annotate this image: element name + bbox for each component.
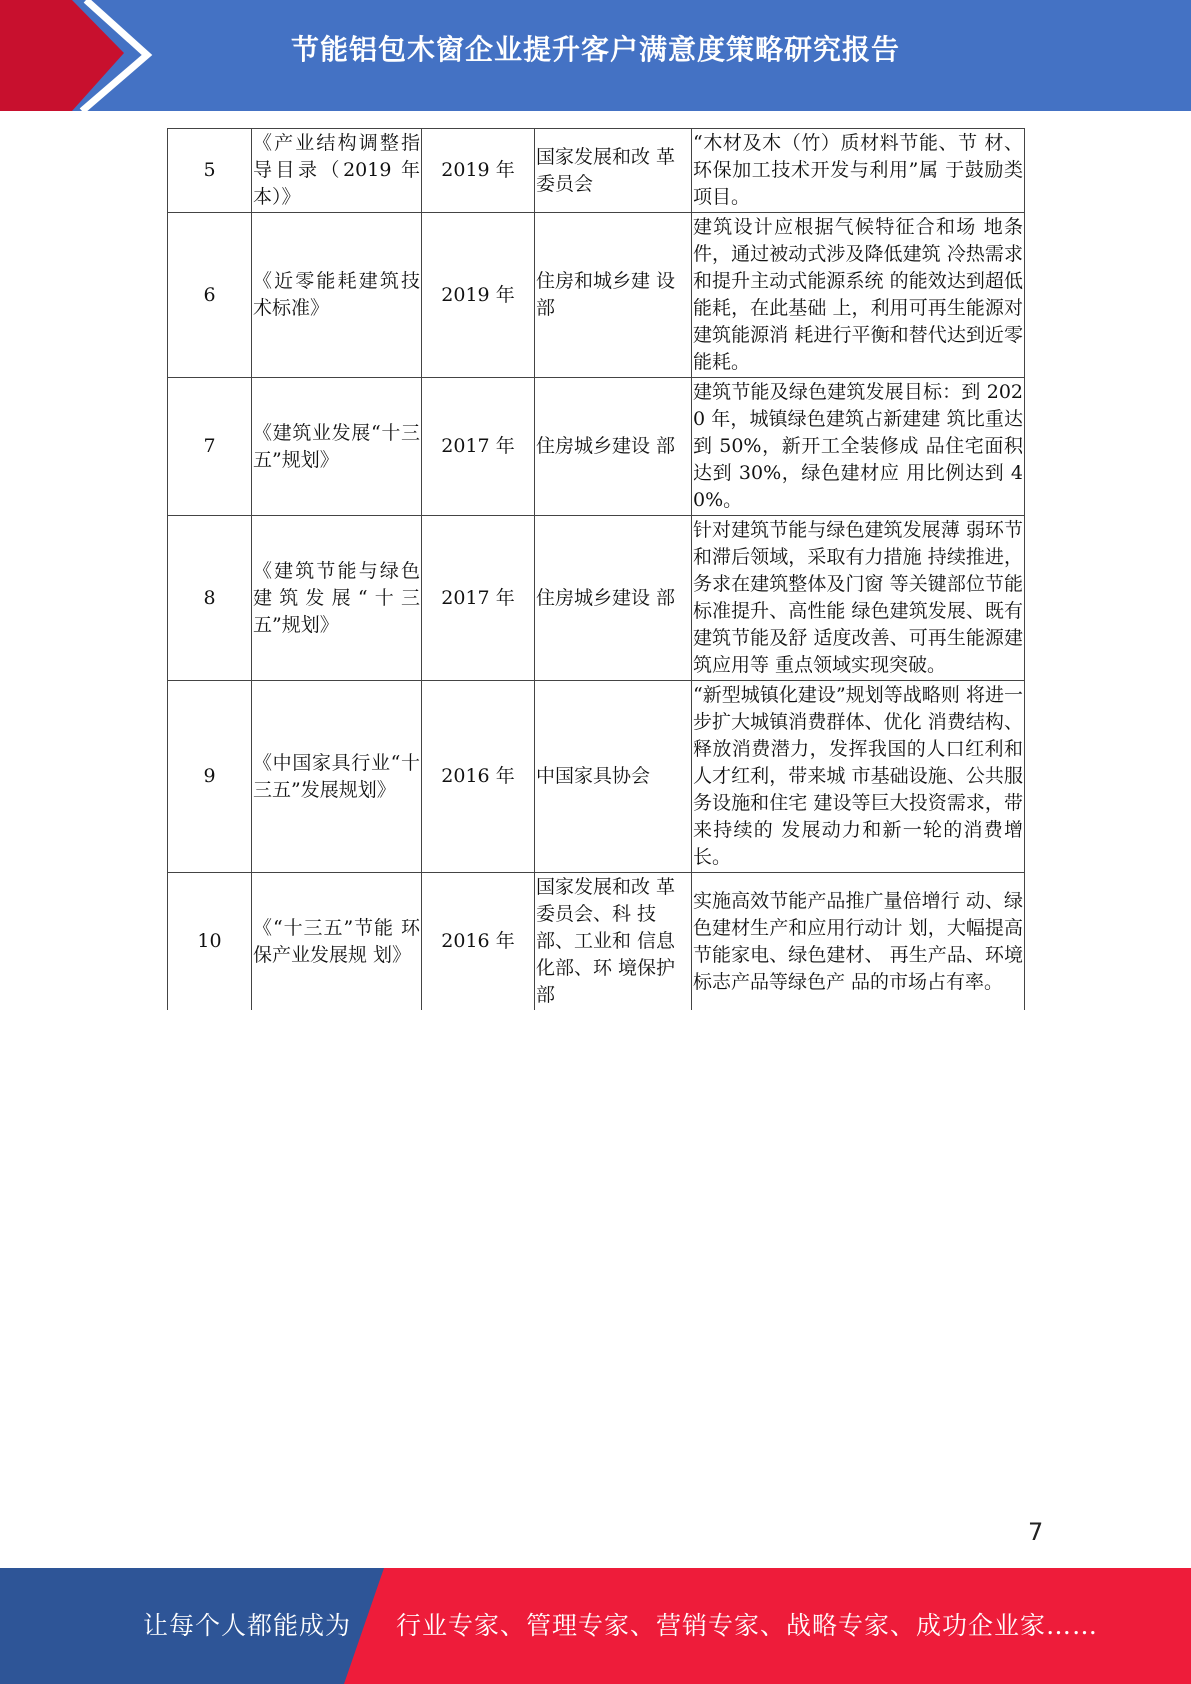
policy-year-cell: 2016 年 — [422, 873, 535, 1011]
policy-name-cell: 《建筑业发展“十三五”规划》 — [252, 378, 422, 516]
policy-year-cell: 2017 年 — [422, 378, 535, 516]
row-number-cell: 9 — [168, 681, 252, 873]
table-row — [168, 516, 1025, 681]
table-row — [168, 213, 1025, 378]
row-number-cell: 6 — [168, 213, 252, 378]
footer-banner — [0, 1568, 1191, 1684]
footer-slogan-roles: 行业专家、管理专家、营销专家、战略专家、成功企业家…… — [396, 1611, 1099, 1640]
policy-year-cell: 2016 年 — [422, 681, 535, 873]
issuing-org-cell: 中国家具协会 — [535, 681, 692, 873]
policy-description-cell: 实施高效节能产品推广量倍增行 动、绿色建材生产和应用行动计 划，大幅提高节能家电、绿色建材、 再生产品、环境标志产品等绿色产 品的市场占有率。 — [692, 873, 1025, 1011]
row-number-cell: 7 — [168, 378, 252, 516]
policy-name-cell: 《近零能耗建筑技术标准》 — [252, 213, 422, 378]
header-banner — [0, 0, 1191, 111]
policy-name-cell: 《“十三五”节能 环保产业发展规 划》 — [252, 873, 422, 1011]
row-number-cell: 5 — [168, 129, 252, 213]
issuing-org-cell: 国家发展和改 革委员会 — [535, 129, 692, 213]
table-row — [168, 873, 1025, 1011]
policy-name-cell: 《中国家具行业“十三五”发展规划》 — [252, 681, 422, 873]
policy-year-cell: 2019 年 — [422, 129, 535, 213]
row-number-cell: 10 — [168, 873, 252, 1011]
issuing-org-cell: 国家发展和改 革委员会、科 技部、工业和 信息化部、环 境保护部 — [535, 873, 692, 1011]
issuing-org-cell: 住房和城乡建 设部 — [535, 213, 692, 378]
table-row — [168, 129, 1025, 213]
row-number-cell: 8 — [168, 516, 252, 681]
policy-table — [167, 128, 1025, 1010]
policy-description-cell: 建筑设计应根据气候特征合和场 地条件，通过被动式涉及降低建筑 冷热需求和提升主动式能源系统 的能效达到超低能耗，在此基础 上，利用可再生能源对建筑能源消 耗进行平衡和替代达到近零能耗。 — [692, 213, 1025, 378]
issuing-org-cell: 住房城乡建设 部 — [535, 378, 692, 516]
policy-description-cell: 建筑节能及绿色建筑发展目标：到 2020 年，城镇绿色建筑占新建建 筑比重达到 50%，新开工全装修成 品住宅面积达到 30%，绿色建材应 用比例达到 40%。 — [692, 378, 1025, 516]
policy-name-cell: 《建筑节能与绿色建筑发展“十三五”规划》 — [252, 516, 422, 681]
table-row — [168, 378, 1025, 516]
policy-description-cell: 针对建筑节能与绿色建筑发展薄 弱环节和滞后领域，采取有力措施 持续推进，务求在建筑整体及门窗 等关键部位节能标准提升、高性能 绿色建筑发展、既有建筑节能及舒 适度改善、可再生能源建筑应用等 重点领域实现突破。 — [692, 516, 1025, 681]
policy-year-cell: 2019 年 — [422, 213, 535, 378]
policy-year-cell: 2017 年 — [422, 516, 535, 681]
report-title: 节能铝包木窗企业提升客户满意度策略研究报告 — [290, 33, 900, 66]
policy-name-cell: 《产业结构调整指导目录（2019 年本）》 — [252, 129, 422, 213]
table-row — [168, 681, 1025, 873]
policy-description-cell: “新型城镇化建设”规划等战略则 将进一步扩大城镇消费群体、优化 消费结构、释放消费潜力，发挥我国的人口红利和人才红利，带来城 市基础设施、公共服务设施和住宅 建设等巨大投资需求，带来持续的 发展动力和新一轮的消费增长。 — [692, 681, 1025, 873]
policy-description-cell: “木材及木（竹）质材料节能、节 材、环保加工技术开发与利用”属 于鼓励类项目。 — [692, 129, 1025, 213]
issuing-org-cell: 住房城乡建设 部 — [535, 516, 692, 681]
footer-slogan-lead: 让每个人都能成为 — [143, 1611, 352, 1640]
page-number: 7 — [1028, 1518, 1044, 1546]
